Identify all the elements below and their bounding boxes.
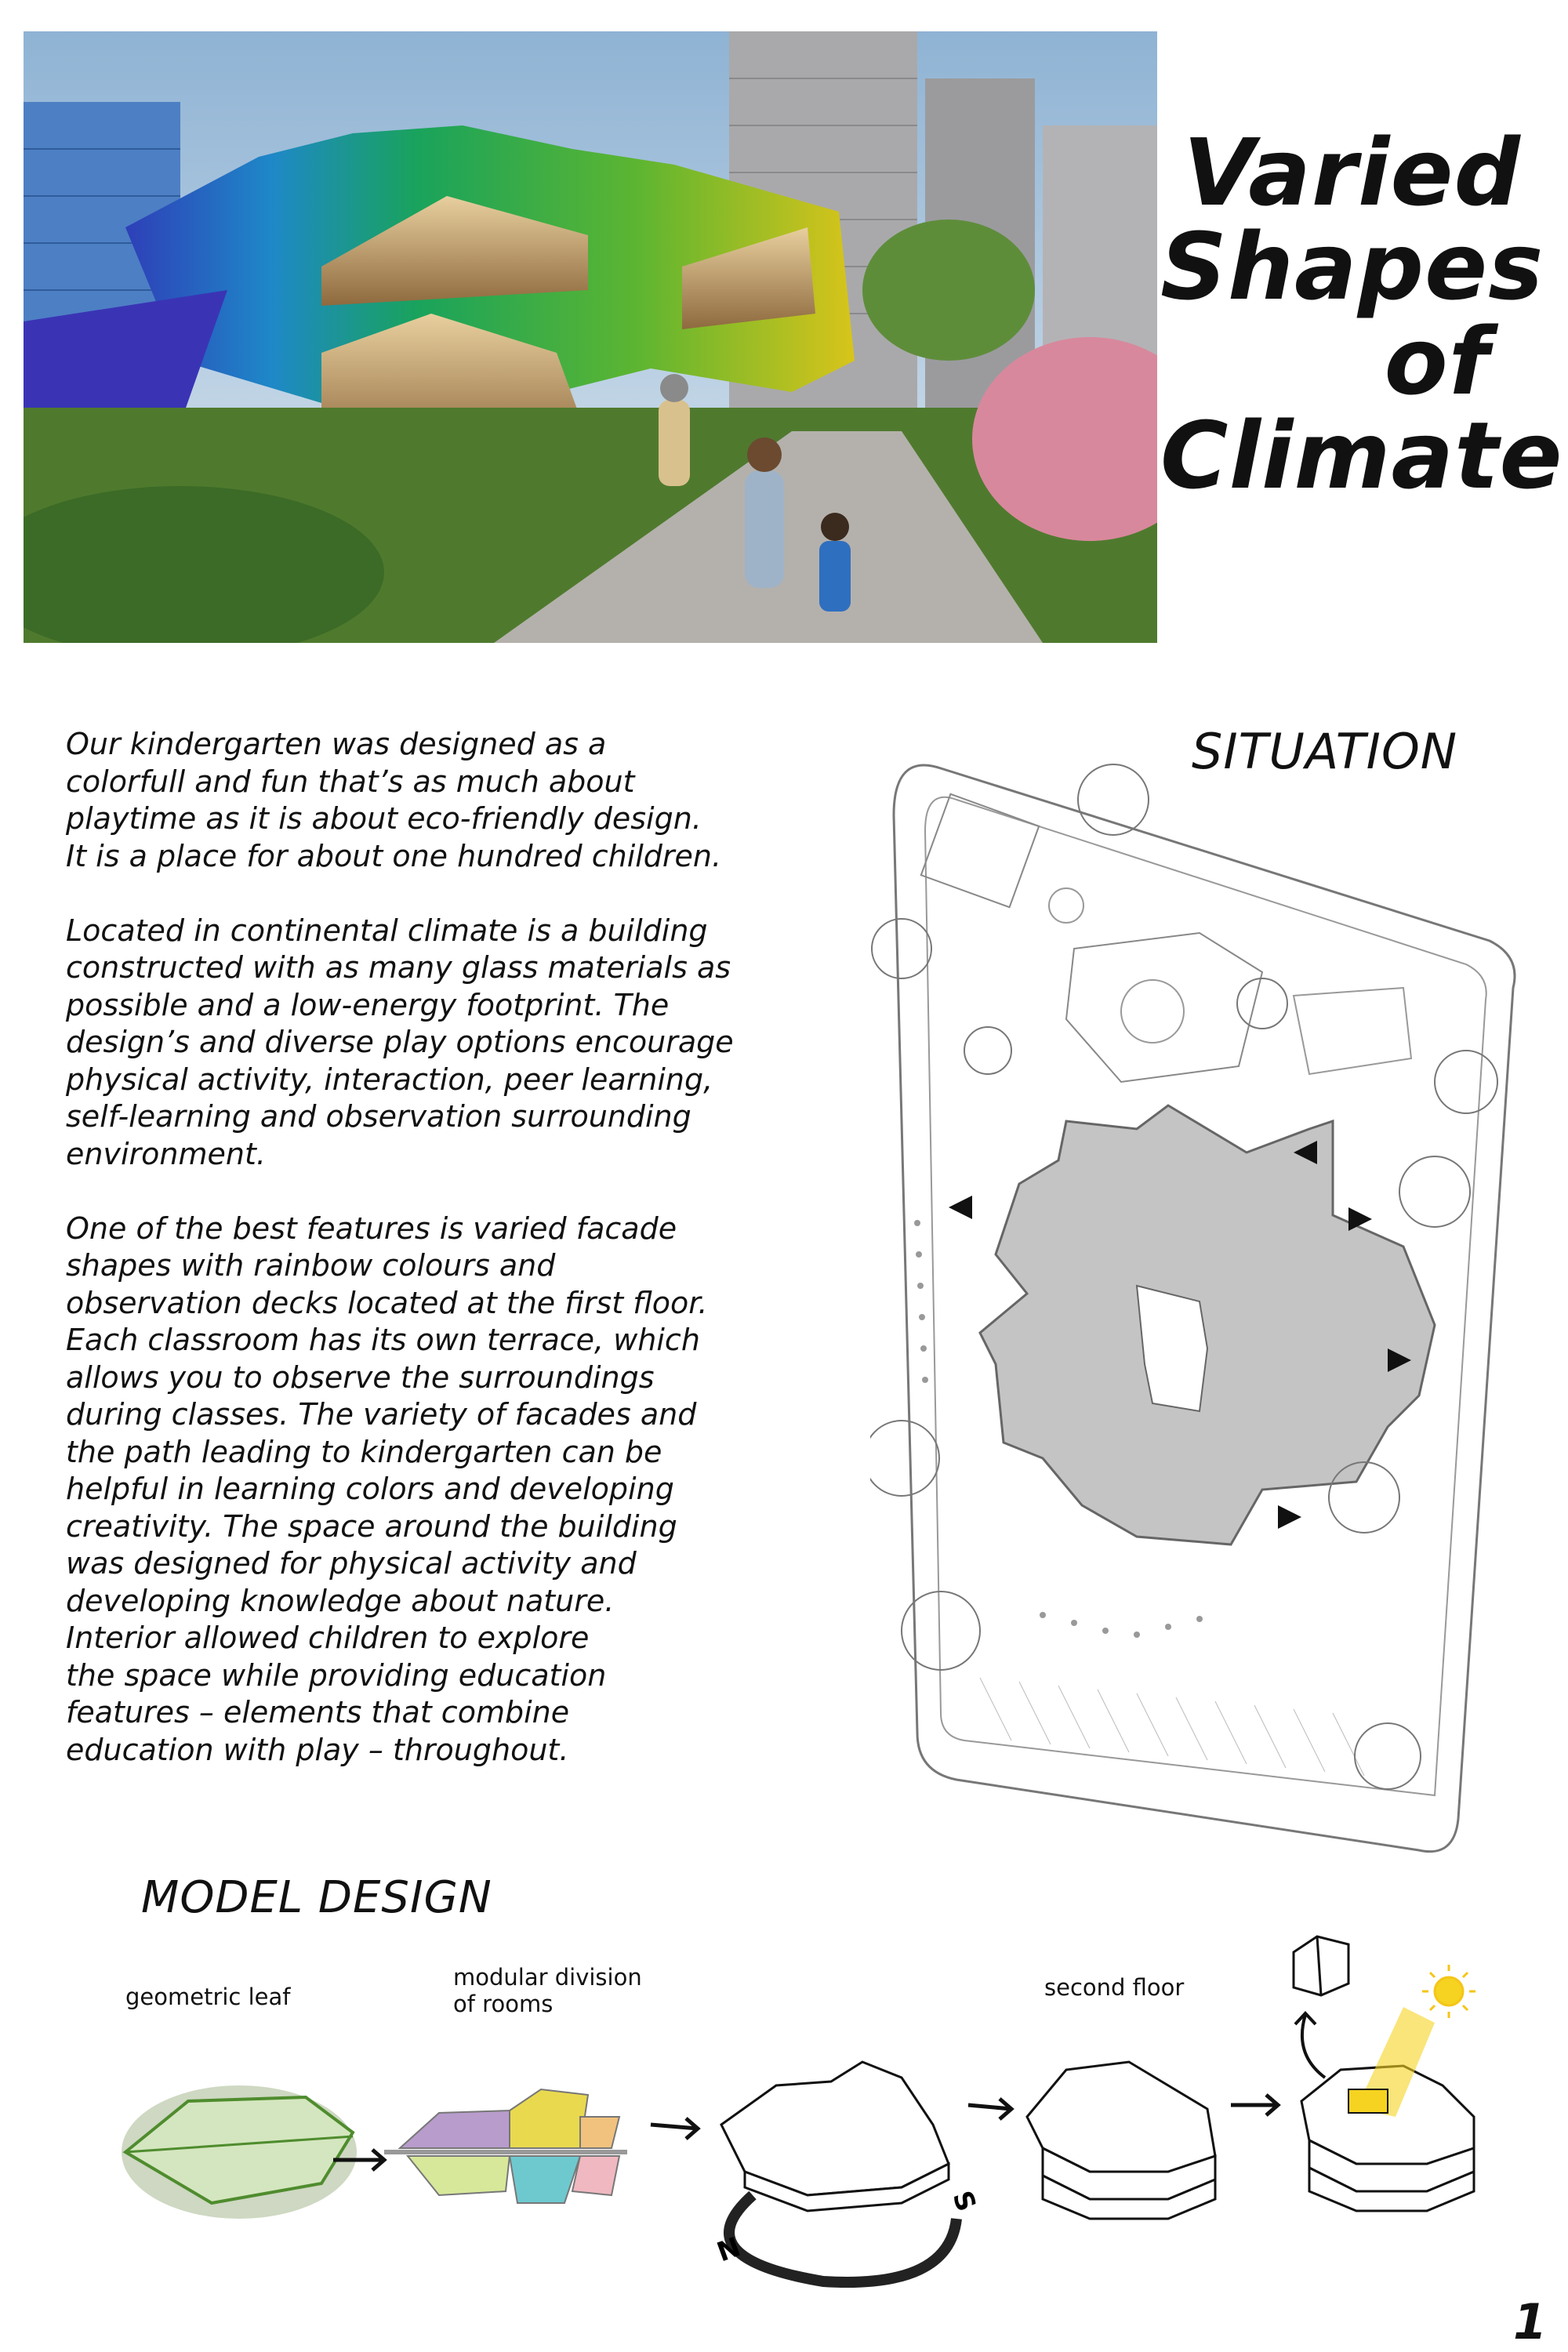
arrow-icon [1231,2095,1278,2115]
step-label-second-floor: second floor [1044,1974,1185,2001]
site-plan [870,753,1529,1866]
site-plan-drawing [870,753,1529,1866]
arrow-icon [651,2118,698,2139]
page-title [1160,118,1563,510]
compass-north-label: N [713,2231,745,2269]
leaf-icon [122,2085,357,2219]
title-line: Varied [1183,118,1521,227]
step-label-modular-division: modular division of rooms [453,1964,642,2017]
paragraph: One of the best features is varied facade shapes with rainbow colours and observation decks located at the first floor. Each classroom has its own terrace, which allows you to observe the surroundings during classes. The variety of facades and the path leading to kindergarten can be helpful in learning colors and developing creativity. The space around the building was designed for physical activity and developing knowledge about nature. Interior allowed children to explore the space while providing education features – elements that combine education with play – throughout. [66,1210,708,1767]
model-design-diagram [71,1889,1537,2297]
title-line: Shapes [1160,212,1544,321]
cutout-module-icon [1294,1936,1348,1995]
model-steps-drawing [71,1889,1537,2297]
step-label-geometric-leaf: geometric leaf [125,1984,291,2010]
description-text [66,726,818,1806]
second-floor-icon [1027,2062,1215,2219]
hero-rendering [24,31,1157,643]
situation-heading: SITUATION [1192,723,1458,780]
page-number: 1 [1513,2293,1548,2350]
title-line: Climate [1160,401,1563,510]
base-floor-icon [721,2062,949,2211]
rendering-illustration [24,31,1157,643]
modules-icon [384,2089,627,2203]
sun-icon [1422,1965,1475,2018]
title-line: of [1384,307,1490,416]
arrow-icon [968,2099,1011,2119]
paragraph: Our kindergarten was designed as a colorfull and fun that’s as much about playtime as it is about eco-friendly design. It is a place for about one hundred children. [66,727,722,873]
model-design-heading: MODEL DESIGN [141,1872,492,1923]
compass-south-label: S [946,2187,982,2216]
paragraph: Located in continental climate is a building constructed with as many glass materials as possible and a low-energy footprint. The design’s and diverse play options encourage physical activity, interaction, peer learning, self-learning and observation surrounding environment. [66,913,734,1171]
